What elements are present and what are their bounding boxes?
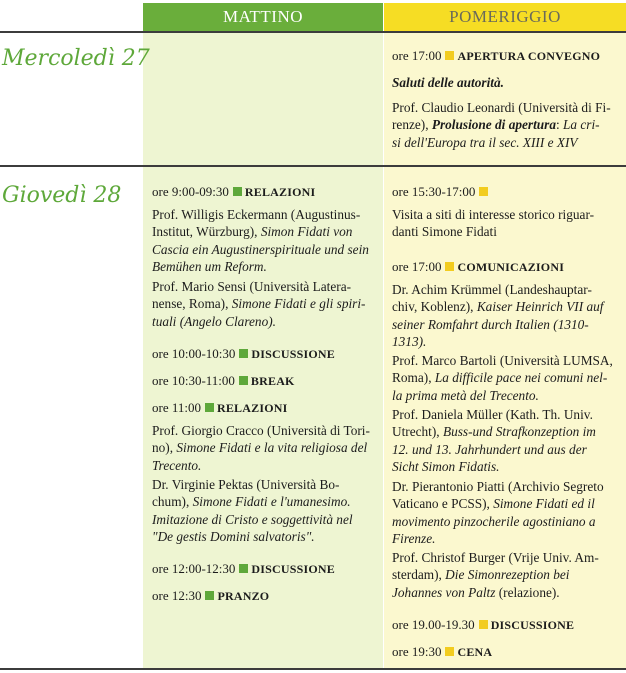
talk-bartoli <box>392 352 613 404</box>
slot-time: ore 11:00 <box>152 400 201 415</box>
slot-thu-1000 <box>152 345 335 363</box>
slot-thu-1700 <box>392 258 564 276</box>
slot-label: DISCUSSIONE <box>251 562 335 576</box>
divider-middle <box>0 165 626 167</box>
text-line: Prof. Giorgio Cracco (Università di Tori- <box>152 423 370 438</box>
slot-thu-1100 <box>152 399 287 417</box>
slot-time: ore 10:30-11:00 <box>152 373 235 388</box>
text-line: Dr. Pierantonio Piatti (Archivio Segreto <box>392 479 604 494</box>
text-line: Prof. Daniela Müller (Kath. Th. Univ. <box>392 407 593 422</box>
slot-time: ore 12:00-12:30 <box>152 561 236 576</box>
talk-burger <box>392 549 599 601</box>
yellow-square-icon <box>445 51 454 60</box>
text-line: Vaticano e PCSS), Simone Fidati ed il <box>392 496 595 512</box>
text-line: movimento pinzocherile agostiniano a <box>392 513 596 529</box>
slot-label: COMUNICAZIONI <box>457 260 565 274</box>
talk-piatti <box>392 478 604 547</box>
wednesday-morning-cell <box>143 33 383 165</box>
text-line: chum), Simone Fidati e l'umanesimo. <box>152 494 351 510</box>
talk-sensi <box>152 278 365 330</box>
green-square-icon <box>239 564 248 573</box>
slot-time: ore 15:30-17:00 <box>392 184 476 199</box>
slot-time: ore 10:00-10:30 <box>152 346 236 361</box>
slot-wed-1700 <box>392 47 600 65</box>
text-line: Utrecht), Buss-und Strafkonzeption im <box>392 424 596 440</box>
slot-label: APERTURA CONVEGNO <box>457 49 601 63</box>
green-square-icon <box>239 376 248 385</box>
yellow-square-icon <box>445 647 454 656</box>
header-morning: MATTINO <box>143 3 383 31</box>
slot-time: ore 12:30 <box>152 588 202 603</box>
talk-eckermann <box>152 206 369 275</box>
text-line: Cascia ein Augustinerspirituale und sein <box>152 241 369 257</box>
text-line: "De gestis Domini salvatoris". <box>152 528 315 544</box>
slot-label: DISCUSSIONE <box>490 618 575 632</box>
green-square-icon <box>205 591 214 600</box>
text-line: Prof. Claudio Leonardi (Università di Fi- <box>392 100 611 115</box>
slot-label: CENA <box>457 645 493 659</box>
text-line: Trecento. <box>152 457 202 473</box>
green-square-icon <box>205 403 214 412</box>
slot-thu-1200 <box>152 560 335 578</box>
text-line: Imitazione di Cristo e soggettività nel <box>152 511 353 527</box>
talk-krummel <box>392 281 603 350</box>
day-label-thursday: Giovedì 28 <box>2 183 122 208</box>
text-line: Dr. Achim Krümmel (Landeshauptar- <box>392 282 592 297</box>
slot-thu-1930 <box>392 643 492 661</box>
visit-text <box>392 206 594 241</box>
slot-time: ore 19:30 <box>392 644 442 659</box>
talk-pektas <box>152 476 353 545</box>
slot-label: PRANZO <box>217 589 270 603</box>
slot-thu-1230 <box>152 587 269 605</box>
green-square-icon <box>239 349 248 358</box>
slot-time: ore 17:00 <box>392 259 442 274</box>
text-line: seiner Romfahrt durch Italien (1310- <box>392 316 589 332</box>
yellow-square-icon <box>479 187 488 196</box>
talk-leonardi <box>392 99 611 151</box>
slot-thu-1530 <box>392 183 491 200</box>
text-line: danti Simone Fidati <box>392 224 497 240</box>
text-line: Roma), La difficile pace nei comuni nel- <box>392 370 608 386</box>
text-line: Bemühen um Reform. <box>152 258 267 274</box>
text-line: renze), Prolusione di apertura: La cri- <box>392 117 600 133</box>
slot-thu-1900 <box>392 616 574 634</box>
text-line: Prof. Marco Bartoli (Università LUMSA, <box>392 353 613 368</box>
yellow-square-icon <box>479 620 488 629</box>
greeting-text <box>392 74 504 91</box>
slot-label: BREAK <box>250 374 295 388</box>
slot-label: RELAZIONI <box>244 185 316 199</box>
slot-time: ore 19.00-19.30 <box>392 617 475 632</box>
text-line: sterdam), Die Simonrezeption bei <box>392 567 570 583</box>
text-line: Firenze. <box>392 530 436 546</box>
text-line: Prof. Willigis Eckermann (Augustinus- <box>152 207 361 222</box>
text-line: chiv, Koblenz), Kaiser Heinrich VII auf <box>392 299 604 315</box>
greeting: Saluti delle autorità. <box>392 75 504 90</box>
text-line: Johannes von Paltz (relazione). <box>392 584 560 600</box>
slot-time: ore 17:00 <box>392 48 442 63</box>
slot-label: RELAZIONI <box>216 401 288 415</box>
header-afternoon: POMERIGGIO <box>384 3 626 31</box>
text-line: Institut, Würzburg), Simon Fidati von <box>152 224 353 240</box>
yellow-square-icon <box>445 262 454 271</box>
slot-thu-1030 <box>152 372 295 390</box>
text-line: Dr. Virginie Pektas (Università Bo- <box>152 477 340 492</box>
text-line: Visita a siti di interesse storico riguar- <box>392 207 595 222</box>
text-line: 1313). <box>392 333 427 349</box>
slot-label: DISCUSSIONE <box>251 347 335 361</box>
text-line: Prof. Christof Burger (Vrije Univ. Am- <box>392 550 599 565</box>
divider-top <box>0 31 626 33</box>
divider-bottom <box>0 668 626 670</box>
slot-thu-0900 <box>152 183 315 201</box>
talk-cracco <box>152 422 370 474</box>
slot-time: ore 9:00-09:30 <box>152 184 229 199</box>
day-label-wednesday: Mercoledì 27 <box>2 46 150 71</box>
green-square-icon <box>233 187 242 196</box>
text-line: no), Simone Fidati e la vita religiosa del <box>152 440 368 456</box>
text-line: Prof. Mario Sensi (Università Latera- <box>152 279 352 294</box>
text-line: tuali (Angelo Clareno). <box>152 313 276 329</box>
talk-muller <box>392 406 596 475</box>
text-line: Sicht Simon Fidatis. <box>392 458 500 474</box>
text-line: 12. und 13. Jahrhundert und aus der <box>392 441 587 457</box>
text-line: si dell'Europa tra il sec. XIII e XIV <box>392 134 578 150</box>
text-line: nense, Roma), Simone Fidati e gli spiri- <box>152 296 366 312</box>
text-line: la prima metà del Trecento. <box>392 387 539 403</box>
